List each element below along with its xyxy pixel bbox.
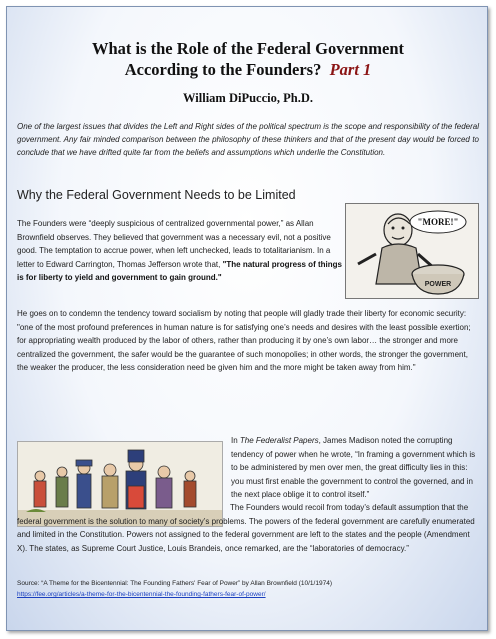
title-line-2 [7,60,489,80]
paragraph-founders-recoil-text: The Founders would recoil from today’s default assumption that the federal government is the solution to many of society’s problems. The powers of the federal government are carefully enumerated and limited in the Constitution. Powers not assigned to the federal government are left to the states and the people (Amendment X). The states, as Supreme Court Justice, Louis Brandeis, once remarked, are the “laboratories of democracy.” [17,503,475,553]
paragraph-founders-recoil [17,501,479,555]
paragraph-founders-text: The Founders were “deeply suspicious of centralized governmental power,” as Allan Brownfield observes. They believed that government was a necessary evil, not a positive good. The temptation to accrue power, when left unchecked, leads to totalitarianism. In a letter to Edward Carrington, Thomas Jefferson wrote that, [17,219,331,269]
intro-paragraph: One of the largest issues that divides the Left and Right sides of the political spectrum is the scope and responsibility of the federal government. Any fair minded comparison between the philosophy of these thinkers and that of the present day would be forced to conclude that we have drifted quite far from the beliefs and assumptions which underlie the Constitution. [17,122,479,157]
paragraph-founders [17,217,342,285]
cartoon-pot-label: POWER [424,281,452,288]
document-page [6,6,488,631]
source-citation [17,578,479,600]
cartoon-more-power [345,203,479,299]
madison-pre: In [231,436,240,445]
section-heading: Why the Federal Government Needs to be Limited [17,188,296,202]
jefferson-quote: "The natural progress of things is for liberty to yield and government to gain ground." [17,259,342,282]
source-link[interactable]: https://fee.org/articles/a-theme-for-the-bicentennial-the-founding-fathers-fear-of-power/ [17,591,266,598]
madison-text: , James Madison noted the corrupting tendency of power when he wrote, “In framing a government which is to be administered by men over men, the great difficulty lies in this: you must first enable the government to control the governed, and in the next place oblige it to control itself.” [231,436,476,499]
source-text: Source: “A Theme for the Bicentennial: The Founding Fathers' Fear of Power” by Allan Brownfield (10/1/1974) [17,580,332,587]
title-question: According to the Founders? [124,60,322,79]
title-part: Part 1 [329,60,372,79]
title-line-1: What is the Role of the Federal Government [91,39,405,58]
author: William DiPuccio, Ph.D. [183,91,313,105]
federalist-papers-title: The Federalist Papers [239,436,319,445]
cartoon-speech-text: "MORE!" [417,217,459,227]
paragraph-socialism: He goes on to condemn the tendency toward socialism by noting that people will gladly trade their liberty for economic security: "one of the most profound preferences in human nature is for satisfying one’s needs and desires with the least possible exertion; for appropriating wealth produced by the labor of others, rather than producing it by one’s own labor… the stronger and more centralized the government, the safer would be the guarantee of such monopolies; in other words, the stronger the government, the weaker the producer, the less consideration need be given him and the more might be taken away from him." [17,309,471,372]
paragraph-madison [231,434,479,502]
